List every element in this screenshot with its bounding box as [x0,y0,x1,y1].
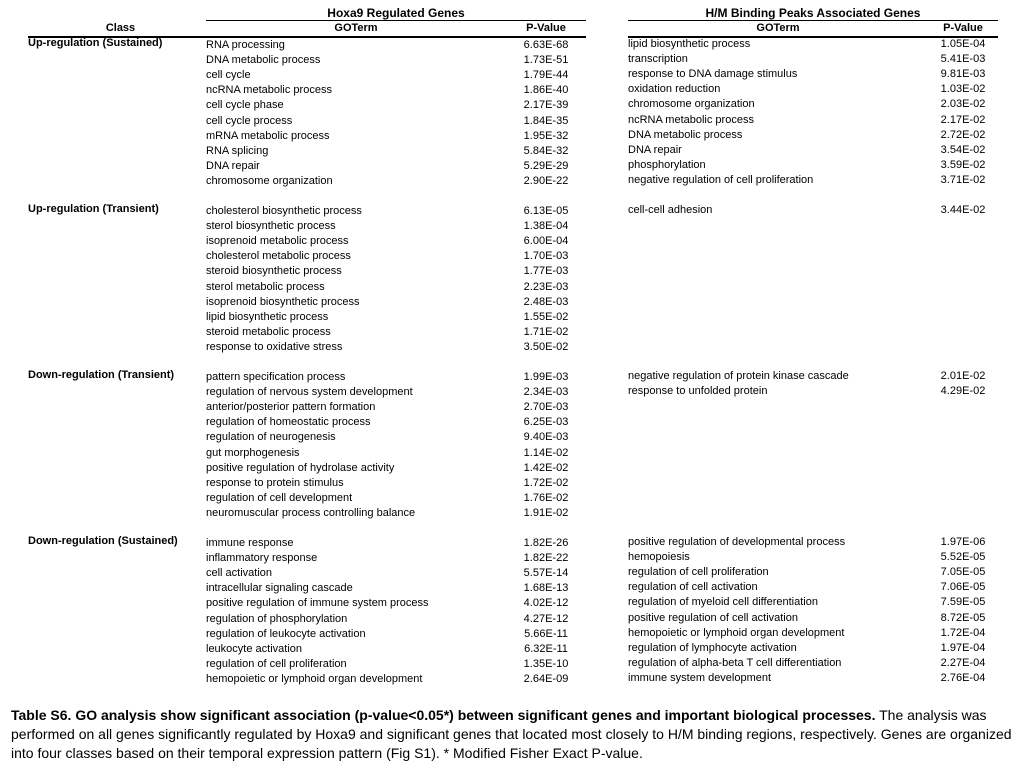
left-pvalue-cell: 9.40E-03 [523,431,569,444]
left-goterm-cell: cholesterol metabolic process [206,250,351,263]
left-table-title: Hoxa9 Regulated Genes [327,6,465,20]
left-goterm-cell: sterol biosynthetic process [206,220,336,233]
left-pvalue-cell: 1.14E-02 [523,446,569,459]
left-goterm-cell: regulation of cell proliferation [206,657,347,670]
left-pvalue-cell: 1.99E-03 [523,371,569,383]
left-goterm-cell: regulation of leukocyte activation [206,627,366,640]
right-goterm-cell: regulation of lymphocyte activation [628,641,797,654]
left-pvalue-cell: 1.70E-03 [523,250,569,263]
left-pvalue-cell: 2.17E-39 [523,99,569,112]
left-goterm-cell: response to protein stimulus [206,476,344,489]
left-goterm-cell: steroid biosynthetic process [206,265,342,278]
left-pvalue-cell: 6.25E-03 [523,416,569,429]
left-pvalue-cell: 1.71E-02 [523,325,569,338]
left-title-rule [206,20,586,21]
left-pvalue-cell: 2.23E-03 [523,280,569,293]
left-pvalue-cell: 5.66E-11 [524,627,568,640]
right-goterm-cell: positive regulation of developmental process [628,536,846,548]
left-goterm-cell: lipid biosynthetic process [206,310,329,323]
right-pvalue-cell: 2.03E-02 [940,98,986,111]
left-pvalue-cell: 1.79E-44 [523,69,569,82]
caption-title: Table S6. GO analysis show significant association (p-value<0.05*) between significant genes and important biological processes. [11,707,876,723]
class-label: Up-regulation (Transient) [28,203,159,215]
left-goterm-cell: regulation of cell development [206,491,353,504]
right-goterm-cell: ncRNA metabolic process [628,113,754,126]
left-pvalue-cell: 1.91E-02 [523,506,569,519]
right-goterm-header: GOTerm [756,22,800,34]
left-goterm-cell: inflammatory response [206,552,318,565]
left-goterm-cell: sterol metabolic process [206,280,325,293]
left-pvalue-cell: 1.84E-35 [523,114,569,127]
left-goterm-cell: neuromuscular process controlling balance [206,506,416,519]
right-pvalue-cell: 2.27E-04 [940,656,986,669]
right-pvalue-cell: 1.97E-04 [940,641,986,654]
left-goterm-cell: steroid metabolic process [206,325,331,338]
left-pvalue-cell: 1.35E-10 [523,657,569,670]
right-pvalue-cell: 5.41E-03 [940,53,986,66]
left-goterm-cell: intracellular signaling cascade [206,582,353,595]
left-pvalue-cell: 2.34E-03 [523,386,569,399]
right-pvalue-cell: 8.72E-05 [940,611,986,624]
left-goterm-cell: immune response [206,537,294,549]
left-goterm-cell: leukocyte activation [206,642,302,655]
right-goterm-cell: response to DNA damage stimulus [628,68,798,81]
left-pvalue-cell: 6.00E-04 [523,235,569,248]
left-pvalue-cell: 6.32E-11 [524,642,568,655]
left-goterm-cell: positive regulation of hydrolase activity [206,461,395,474]
left-pvalue-cell: 4.02E-12 [523,597,569,610]
right-goterm-cell: hemopoietic or lymphoid organ development [628,626,845,639]
right-pvalue-cell: 9.81E-03 [940,68,986,81]
left-pvalue-cell: 5.29E-29 [523,159,569,172]
left-goterm-cell: regulation of phosphorylation [206,612,348,625]
right-goterm-cell: hemopoiesis [628,551,690,564]
right-goterm-cell: response to unfolded protein [628,385,768,398]
left-goterm-cell: positive regulation of immune system process [206,597,429,610]
right-pvalue-cell: 4.29E-02 [940,385,986,398]
right-goterm-cell: lipid biosynthetic process [628,38,751,50]
left-goterm-cell: pattern specification process [206,371,346,383]
left-pvalue-cell: 1.68E-13 [523,582,569,595]
left-goterm-cell: ncRNA metabolic process [206,84,332,97]
left-pvalue-cell: 2.70E-03 [523,401,569,414]
right-goterm-cell: oxidation reduction [628,83,721,96]
left-pvalue-cell: 1.82E-22 [523,552,569,565]
left-pvalue-cell: 6.63E-68 [523,39,569,51]
left-pvalue-cell: 3.50E-02 [523,340,569,353]
left-goterm-header: GOTerm [334,22,378,34]
right-goterm-cell: cell-cell adhesion [628,204,713,216]
left-goterm-cell: cell activation [206,567,273,580]
left-goterm-cell: gut morphogenesis [206,446,300,459]
left-pvalue-cell: 2.64E-09 [523,672,569,685]
right-goterm-cell: DNA repair [628,143,682,156]
left-goterm-cell: cell cycle process [206,114,293,127]
left-goterm-cell: isoprenoid metabolic process [206,235,349,248]
left-pvalue-cell: 1.73E-51 [523,54,569,67]
left-goterm-cell: isoprenoid biosynthetic process [206,295,360,308]
left-goterm-cell: response to oxidative stress [206,340,343,353]
right-pvalue-cell: 3.59E-02 [940,158,986,171]
left-pvalue-cell: 2.48E-03 [523,295,569,308]
table-caption [11,706,1016,763]
left-goterm-cell: DNA metabolic process [206,54,321,67]
right-goterm-cell: immune system development [628,671,772,684]
right-pvalue-cell: 1.97E-06 [940,536,986,548]
right-pvalue-cell: 2.72E-02 [940,128,986,141]
right-goterm-cell: DNA metabolic process [628,128,743,141]
left-goterm-cell: RNA processing [206,39,285,51]
right-title-rule [628,20,998,21]
left-goterm-cell: cell cycle phase [206,99,284,112]
left-goterm-cell: hemopoietic or lymphoid organ development [206,672,423,685]
class-label: Down-regulation (Transient) [28,369,175,381]
right-table-title: H/M Binding Peaks Associated Genes [705,6,921,20]
right-goterm-cell: phosphorylation [628,158,706,171]
caption-text: The analysis was performed on all genes significantly regulated by Hoxa9 and significant genes that located most closely to H/M binding regions, respectively. Genes are organized into four classes based on their temporal expression pattern (Fig S1). * Modified Fisher Exact P-value. [11,707,1012,761]
left-goterm-cell: cholesterol biosynthetic process [206,205,362,217]
right-pvalue-cell: 3.54E-02 [940,143,986,156]
right-goterm-cell: negative regulation of cell proliferation [628,173,814,186]
right-pvalue-cell: 1.05E-04 [940,38,986,50]
left-goterm-cell: regulation of nervous system development [206,386,413,399]
right-pvalue-cell: 7.59E-05 [940,596,986,609]
right-pvalue-header: P-Value [943,22,983,34]
left-pvalue-header: P-Value [526,22,566,34]
right-pvalue-cell: 2.17E-02 [940,113,986,126]
right-goterm-cell: chromosome organization [628,98,755,111]
left-goterm-cell: cell cycle [206,69,251,82]
right-pvalue-cell: 3.44E-02 [940,204,986,216]
left-goterm-cell: RNA splicing [206,144,269,157]
right-pvalue-cell: 2.76E-04 [940,671,986,684]
right-goterm-cell: regulation of cell proliferation [628,566,769,579]
right-goterm-cell: regulation of alpha-beta T cell differentiation [628,656,842,669]
left-pvalue-cell: 1.55E-02 [523,310,569,323]
header-rule-left [206,36,586,38]
right-goterm-cell: regulation of myeloid cell differentiation [628,596,818,609]
left-goterm-cell: DNA repair [206,159,260,172]
right-goterm-cell: positive regulation of cell activation [628,611,798,624]
left-goterm-cell: mRNA metabolic process [206,129,330,142]
left-pvalue-cell: 5.57E-14 [523,567,569,580]
left-goterm-cell: regulation of neurogenesis [206,431,336,444]
right-pvalue-cell: 7.06E-05 [940,581,986,594]
right-pvalue-cell: 3.71E-02 [940,173,986,186]
right-goterm-cell: regulation of cell activation [628,581,758,594]
right-goterm-cell: negative regulation of protein kinase cascade [628,370,849,382]
left-goterm-cell: anterior/posterior pattern formation [206,401,376,414]
left-goterm-cell: regulation of homeostatic process [206,416,371,429]
left-pvalue-cell: 2.90E-22 [523,174,569,187]
right-pvalue-cell: 1.72E-04 [940,626,986,639]
class-label: Up-regulation (Sustained) [28,37,163,49]
left-pvalue-cell: 1.38E-04 [523,220,569,233]
left-pvalue-cell: 1.77E-03 [523,265,569,278]
left-pvalue-cell: 5.84E-32 [523,144,569,157]
right-pvalue-cell: 7.05E-05 [940,566,986,579]
left-pvalue-cell: 1.76E-02 [523,491,569,504]
right-pvalue-cell: 5.52E-05 [940,551,986,564]
class-label: Down-regulation (Sustained) [28,535,178,547]
left-pvalue-cell: 6.13E-05 [523,205,569,217]
right-pvalue-cell: 2.01E-02 [940,370,986,382]
left-pvalue-cell: 1.42E-02 [523,461,569,474]
left-pvalue-cell: 1.86E-40 [523,84,569,97]
left-pvalue-cell: 1.82E-26 [523,537,569,549]
left-pvalue-cell: 1.72E-02 [523,476,569,489]
right-pvalue-cell: 1.03E-02 [940,83,986,96]
right-goterm-cell: transcription [628,53,688,66]
left-pvalue-cell: 4.27E-12 [523,612,569,625]
left-pvalue-cell: 1.95E-32 [523,129,569,142]
class-column-header: Class [105,22,136,34]
left-goterm-cell: chromosome organization [206,174,333,187]
